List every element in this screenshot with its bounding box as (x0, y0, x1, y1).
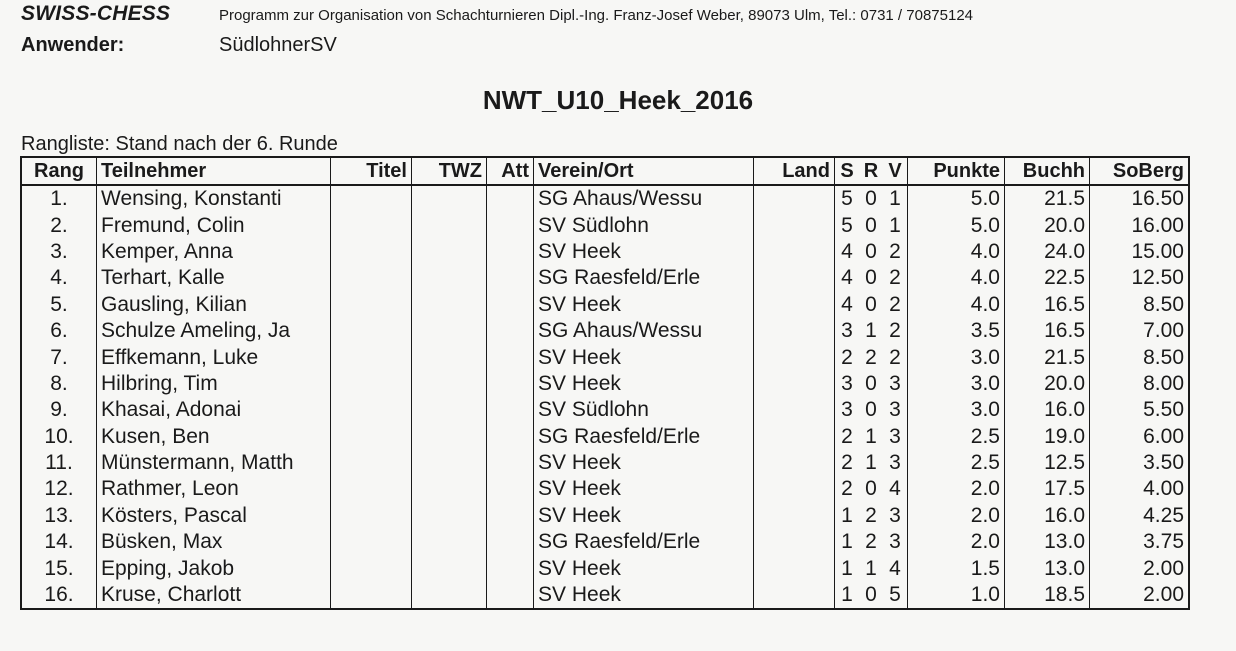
cell-verein: SG Ahaus/Wessu (534, 318, 754, 344)
cell-land (754, 424, 835, 450)
cell-rang: 6. (21, 318, 97, 344)
cell-soberg: 5.50 (1090, 397, 1190, 423)
cell-twz (412, 503, 487, 529)
cell-att (487, 239, 534, 265)
cell-att (487, 450, 534, 476)
cell-land (754, 318, 835, 344)
cell-s: 3 (841, 371, 853, 395)
cell-s: 2 (841, 345, 853, 369)
cell-rang: 4. (21, 265, 97, 291)
cell-att (487, 265, 534, 291)
cell-teilnehmer: Epping, Jakob (97, 555, 331, 581)
table-row (21, 582, 1189, 609)
cell-att (487, 212, 534, 238)
cell-verein: SV Südlohn (534, 397, 754, 423)
cell-s: 2 (841, 477, 853, 501)
cell-soberg: 12.50 (1090, 265, 1190, 291)
cell-rang: 15. (21, 555, 97, 581)
cell-v: 4 (883, 555, 908, 581)
cell-buchh: 13.0 (1005, 529, 1090, 555)
cell-teilnehmer: Fremund, Colin (97, 212, 331, 238)
cell-r: 2 (865, 345, 877, 369)
cell-titel (331, 555, 412, 581)
cell-twz (412, 239, 487, 265)
cell-rang: 8. (21, 371, 97, 397)
cell-verein: SV Heek (534, 582, 754, 609)
cell-teilnehmer: Schulze Ameling, Ja (97, 318, 331, 344)
tournament-title: NWT_U10_Heek_2016 (482, 85, 754, 115)
cell-v: 3 (883, 371, 908, 397)
cell-buchh: 16.5 (1005, 292, 1090, 318)
table-row (21, 212, 1189, 238)
cell-r: 0 (865, 292, 877, 316)
cell-v: 5 (883, 582, 908, 609)
cell-buchh: 21.5 (1005, 344, 1090, 370)
cell-teilnehmer: Hilbring, Tim (97, 371, 331, 397)
cell-punkte: 2.0 (908, 529, 1005, 555)
cell-punkte: 2.0 (908, 476, 1005, 502)
cell-soberg: 15.00 (1090, 239, 1190, 265)
cell-titel (331, 450, 412, 476)
cell-titel (331, 212, 412, 238)
cell-twz (412, 212, 487, 238)
cell-r: 0 (865, 477, 877, 501)
cell-soberg: 3.50 (1090, 450, 1190, 476)
cell-teilnehmer: Kusen, Ben (97, 424, 331, 450)
cell-att (487, 397, 534, 423)
cell-land (754, 555, 835, 581)
cell-land (754, 397, 835, 423)
cell-titel (331, 397, 412, 423)
cell-verein: SV Südlohn (534, 212, 754, 238)
cell-att (487, 344, 534, 370)
cell-rang: 2. (21, 212, 97, 238)
cell-verein: SG Ahaus/Wessu (534, 185, 754, 212)
cell-rang: 13. (21, 503, 97, 529)
cell-rang: 7. (21, 344, 97, 370)
cell-r: 1 (865, 319, 877, 343)
cell-s: 5 (841, 187, 853, 211)
cell-teilnehmer: Gausling, Kilian (97, 292, 331, 318)
cell-r: 2 (865, 503, 877, 527)
cell-teilnehmer: Kruse, Charlott (97, 582, 331, 609)
cell-r: 1 (865, 451, 877, 475)
cell-v: 1 (883, 212, 908, 238)
cell-buchh: 19.0 (1005, 424, 1090, 450)
cell-verein: SV Heek (534, 450, 754, 476)
table-row (21, 555, 1189, 581)
cell-land (754, 344, 835, 370)
cell-buchh: 20.0 (1005, 371, 1090, 397)
cell-r: 0 (865, 187, 877, 211)
cell-buchh: 21.5 (1005, 185, 1090, 212)
cell-v: 3 (883, 424, 908, 450)
cell-r: 1 (865, 424, 877, 448)
cell-titel (331, 239, 412, 265)
cell-teilnehmer: Khasai, Adonai (97, 397, 331, 423)
cell-v: 3 (883, 529, 908, 555)
cell-s: 4 (841, 239, 853, 263)
cell-att (487, 555, 534, 581)
cell-s: 4 (841, 292, 853, 316)
cell-att (487, 424, 534, 450)
cell-rang: 1. (21, 185, 97, 212)
cell-s: 2 (841, 424, 853, 448)
cell-punkte: 3.0 (908, 397, 1005, 423)
col-buchh: Buchh (1005, 157, 1090, 185)
cell-v: 2 (883, 318, 908, 344)
table-row (21, 185, 1189, 212)
cell-teilnehmer: Wensing, Konstanti (97, 185, 331, 212)
cell-soberg: 7.00 (1090, 318, 1190, 344)
cell-att (487, 476, 534, 502)
cell-titel (331, 476, 412, 502)
cell-titel (331, 424, 412, 450)
table-row (21, 476, 1189, 502)
table-row (21, 450, 1189, 476)
standings-subtitle: Rangliste: Stand nach der 6. Runde (21, 133, 338, 155)
cell-twz (412, 424, 487, 450)
cell-land (754, 476, 835, 502)
cell-land (754, 212, 835, 238)
cell-titel (331, 371, 412, 397)
cell-v: 2 (883, 239, 908, 265)
col-verein: Verein/Ort (534, 157, 754, 185)
cell-land (754, 265, 835, 291)
cell-punkte: 2.0 (908, 503, 1005, 529)
cell-rang: 9. (21, 397, 97, 423)
cell-buchh: 16.0 (1005, 503, 1090, 529)
cell-teilnehmer: Effkemann, Luke (97, 344, 331, 370)
cell-punkte: 4.0 (908, 292, 1005, 318)
cell-land (754, 450, 835, 476)
cell-r: 0 (865, 266, 877, 290)
cell-twz (412, 450, 487, 476)
cell-soberg: 2.00 (1090, 555, 1190, 581)
cell-r: 0 (865, 583, 877, 607)
cell-titel (331, 292, 412, 318)
cell-att (487, 292, 534, 318)
cell-buchh: 16.5 (1005, 318, 1090, 344)
cell-buchh: 17.5 (1005, 476, 1090, 502)
cell-att (487, 503, 534, 529)
col-titel: Titel (331, 157, 412, 185)
table-row (21, 529, 1189, 555)
table-row (21, 503, 1189, 529)
cell-verein: SG Raesfeld/Erle (534, 265, 754, 291)
standings-table (20, 156, 1190, 610)
col-teilnehmer: Teilnehmer (97, 157, 331, 185)
cell-verein: SV Heek (534, 476, 754, 502)
cell-teilnehmer: Rathmer, Leon (97, 476, 331, 502)
cell-twz (412, 555, 487, 581)
cell-buchh: 24.0 (1005, 239, 1090, 265)
cell-soberg: 8.50 (1090, 292, 1190, 318)
user-label: Anwender: (21, 34, 125, 56)
cell-s: 1 (841, 530, 853, 554)
cell-titel (331, 265, 412, 291)
cell-punkte: 1.0 (908, 582, 1005, 609)
cell-r: 0 (865, 239, 877, 263)
cell-twz (412, 529, 487, 555)
cell-att (487, 371, 534, 397)
cell-twz (412, 185, 487, 212)
cell-soberg: 2.00 (1090, 582, 1190, 609)
cell-teilnehmer: Kemper, Anna (97, 239, 331, 265)
col-s: S (835, 157, 860, 185)
cell-s: 3 (841, 398, 853, 422)
cell-soberg: 3.75 (1090, 529, 1190, 555)
cell-buchh: 12.5 (1005, 450, 1090, 476)
cell-teilnehmer: Terhart, Kalle (97, 265, 331, 291)
cell-rang: 11. (21, 450, 97, 476)
cell-twz (412, 292, 487, 318)
cell-r: 1 (865, 556, 877, 580)
cell-titel (331, 582, 412, 609)
table-row (21, 292, 1189, 318)
cell-v: 2 (883, 344, 908, 370)
cell-land (754, 185, 835, 212)
col-r: R (859, 157, 883, 185)
app-description: Programm zur Organisation von Schachturnieren Dipl.-Ing. Franz-Josef Weber, 89073 Ulm, Tel.: 0731 / 70875124 (219, 7, 974, 24)
cell-titel (331, 344, 412, 370)
cell-v: 3 (883, 397, 908, 423)
cell-rang: 16. (21, 582, 97, 609)
cell-twz (412, 582, 487, 609)
cell-twz (412, 476, 487, 502)
table-row (21, 318, 1189, 344)
cell-soberg: 8.00 (1090, 371, 1190, 397)
cell-buchh: 22.5 (1005, 265, 1090, 291)
cell-punkte: 5.0 (908, 185, 1005, 212)
cell-buchh: 13.0 (1005, 555, 1090, 581)
col-v: V (883, 157, 908, 185)
cell-r: 0 (865, 371, 877, 395)
app-brand: SWISS-CHESS (21, 2, 171, 25)
cell-v: 3 (883, 450, 908, 476)
cell-land (754, 529, 835, 555)
cell-v: 3 (883, 503, 908, 529)
cell-teilnehmer: Büsken, Max (97, 529, 331, 555)
cell-att (487, 529, 534, 555)
cell-twz (412, 371, 487, 397)
cell-v: 2 (883, 292, 908, 318)
cell-s: 1 (841, 503, 853, 527)
cell-land (754, 371, 835, 397)
cell-att (487, 582, 534, 609)
cell-s: 3 (841, 319, 853, 343)
cell-twz (412, 318, 487, 344)
cell-rang: 3. (21, 239, 97, 265)
cell-soberg: 4.25 (1090, 503, 1190, 529)
cell-teilnehmer: Münstermann, Matth (97, 450, 331, 476)
cell-buchh: 20.0 (1005, 212, 1090, 238)
table-body (21, 185, 1189, 609)
cell-v: 4 (883, 476, 908, 502)
cell-soberg: 16.00 (1090, 212, 1190, 238)
cell-punkte: 4.0 (908, 265, 1005, 291)
cell-rang: 5. (21, 292, 97, 318)
col-att: Att (487, 157, 534, 185)
user-value: SüdlohnerSV (219, 34, 337, 56)
cell-v: 2 (883, 265, 908, 291)
cell-land (754, 292, 835, 318)
cell-twz (412, 344, 487, 370)
cell-rang: 10. (21, 424, 97, 450)
cell-land (754, 582, 835, 609)
cell-titel (331, 185, 412, 212)
col-rang: Rang (21, 157, 97, 185)
cell-s: 2 (841, 451, 853, 475)
table-row (21, 424, 1189, 450)
table-row (21, 371, 1189, 397)
cell-rang: 14. (21, 529, 97, 555)
cell-punkte: 2.5 (908, 450, 1005, 476)
cell-punkte: 2.5 (908, 424, 1005, 450)
col-twz: TWZ (412, 157, 487, 185)
cell-verein: SG Raesfeld/Erle (534, 529, 754, 555)
cell-rang: 12. (21, 476, 97, 502)
cell-twz (412, 397, 487, 423)
cell-verein: SV Heek (534, 239, 754, 265)
cell-verein: SV Heek (534, 292, 754, 318)
cell-r: 0 (865, 213, 877, 237)
table-row (21, 344, 1189, 370)
cell-land (754, 239, 835, 265)
cell-soberg: 8.50 (1090, 344, 1190, 370)
cell-punkte: 3.0 (908, 344, 1005, 370)
cell-s: 1 (841, 556, 853, 580)
cell-titel (331, 318, 412, 344)
cell-twz (412, 265, 487, 291)
cell-v: 1 (883, 185, 908, 212)
cell-s: 4 (841, 266, 853, 290)
cell-punkte: 3.0 (908, 371, 1005, 397)
table-row (21, 397, 1189, 423)
cell-r: 0 (865, 398, 877, 422)
cell-verein: SV Heek (534, 371, 754, 397)
table-row (21, 239, 1189, 265)
cell-titel (331, 529, 412, 555)
cell-att (487, 318, 534, 344)
cell-verein: SV Heek (534, 555, 754, 581)
col-land: Land (754, 157, 835, 185)
cell-soberg: 16.50 (1090, 185, 1190, 212)
cell-buchh: 18.5 (1005, 582, 1090, 609)
col-punkte: Punkte (908, 157, 1005, 185)
cell-r: 2 (865, 530, 877, 554)
cell-verein: SV Heek (534, 344, 754, 370)
cell-teilnehmer: Kösters, Pascal (97, 503, 331, 529)
cell-buchh: 16.0 (1005, 397, 1090, 423)
cell-punkte: 4.0 (908, 239, 1005, 265)
cell-land (754, 503, 835, 529)
header-row (21, 157, 1189, 185)
table-row (21, 265, 1189, 291)
cell-s: 1 (841, 583, 853, 607)
cell-soberg: 6.00 (1090, 424, 1190, 450)
cell-punkte: 5.0 (908, 212, 1005, 238)
cell-punkte: 3.5 (908, 318, 1005, 344)
cell-s: 5 (841, 213, 853, 237)
cell-titel (331, 503, 412, 529)
cell-verein: SV Heek (534, 503, 754, 529)
cell-soberg: 4.00 (1090, 476, 1190, 502)
cell-att (487, 185, 534, 212)
table-header (21, 157, 1189, 185)
cell-verein: SG Raesfeld/Erle (534, 424, 754, 450)
col-soberg: SoBerg (1090, 157, 1190, 185)
cell-punkte: 1.5 (908, 555, 1005, 581)
